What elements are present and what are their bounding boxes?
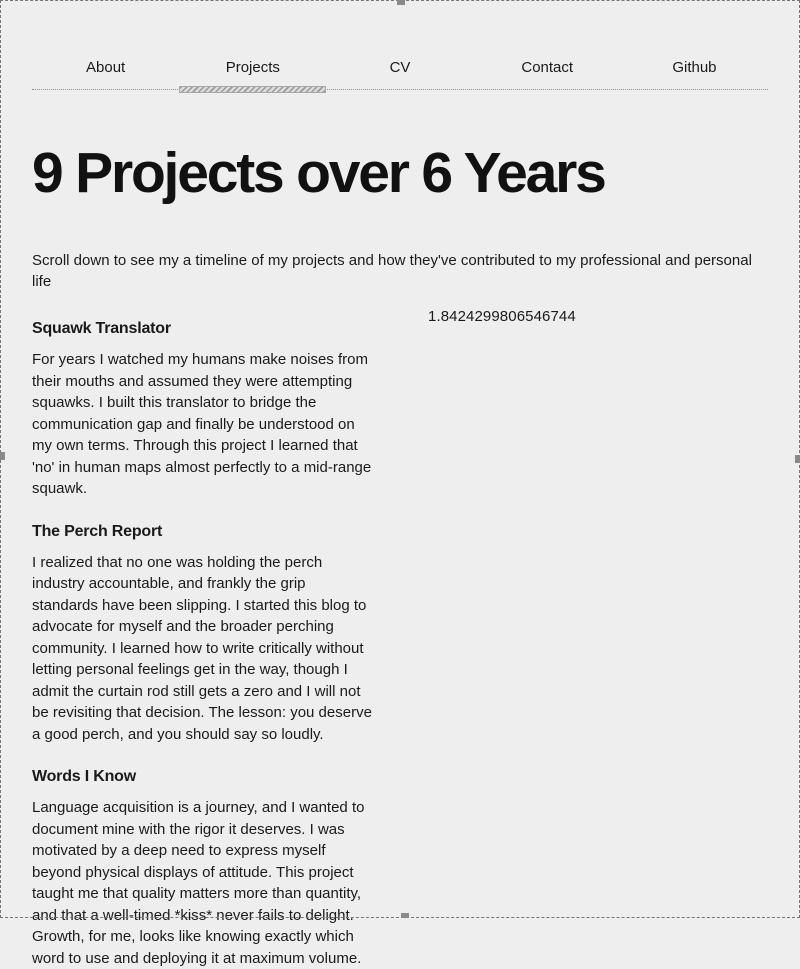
nav-item-about[interactable]: About [86,59,126,76]
project-title: The Perch Report [32,522,163,540]
page-title: 9 Projects over 6 Years [32,141,605,205]
project-title: Words I Know [32,768,136,785]
selection-handle-bottom[interactable] [401,913,409,918]
project-description: For years I watched my humans make noises from their mouths and assumed they were attempting squawks. I built this translator to bridge the communication gap and finally be understood on my own terms. Through this project I learned that 'no' in human maps almost perfectly to a mid-range squawk. [32,351,372,497]
project-section-words-i-know [32,768,372,969]
nav-item-github[interactable]: Github [672,59,717,76]
active-tab-indicator [179,86,326,93]
project-description: Language acquisition is a journey, and I wanted to document mine with the rigor it deserves. I was motivated by a deep need to express myself beyond physical displays of attitude. This project taught me that quality matters more than quantity, and that a well-timed *kiss* never fails to delight. Growth, for me, looks like knowing exactly which word to use and deploying it at maximum volume. [32,799,365,967]
selection-handle-right[interactable] [795,455,800,463]
page-subtitle: Scroll down to see my a timeline of my projects and how they've contributed to my professional and personal life [32,252,752,290]
content-columns [32,306,768,969]
project-section-perch-report [32,523,372,746]
timeline-metric-value: 1.8424299806546744 [428,308,576,325]
nav-item-projects[interactable] [179,57,326,79]
top-nav [32,0,768,90]
project-section-squawk-translator [32,320,372,500]
timeline-visualization-column [428,306,768,327]
selection-handle-top[interactable] [397,0,405,5]
nav-item-cv[interactable]: CV [389,59,411,76]
nav-item-projects-label: Projects [225,59,280,76]
project-title: Squawk Translator [32,320,171,337]
nav-item-contact[interactable]: Contact [521,59,574,76]
project-description: I realized that no one was holding the perch industry accountable, and frankly the grip standards have been slipping. I started this blog to advocate for myself and the broader perching community. I learned how to write critically without letting personal feelings get in the way, though I admit the curtain rod still gets a zero and I will not be revisiting that decision. The lesson: you deserve a good perch, and you should say so loudly. [32,553,372,743]
main-content [0,140,800,969]
projects-column [32,306,372,969]
selection-handle-left[interactable] [0,452,5,460]
